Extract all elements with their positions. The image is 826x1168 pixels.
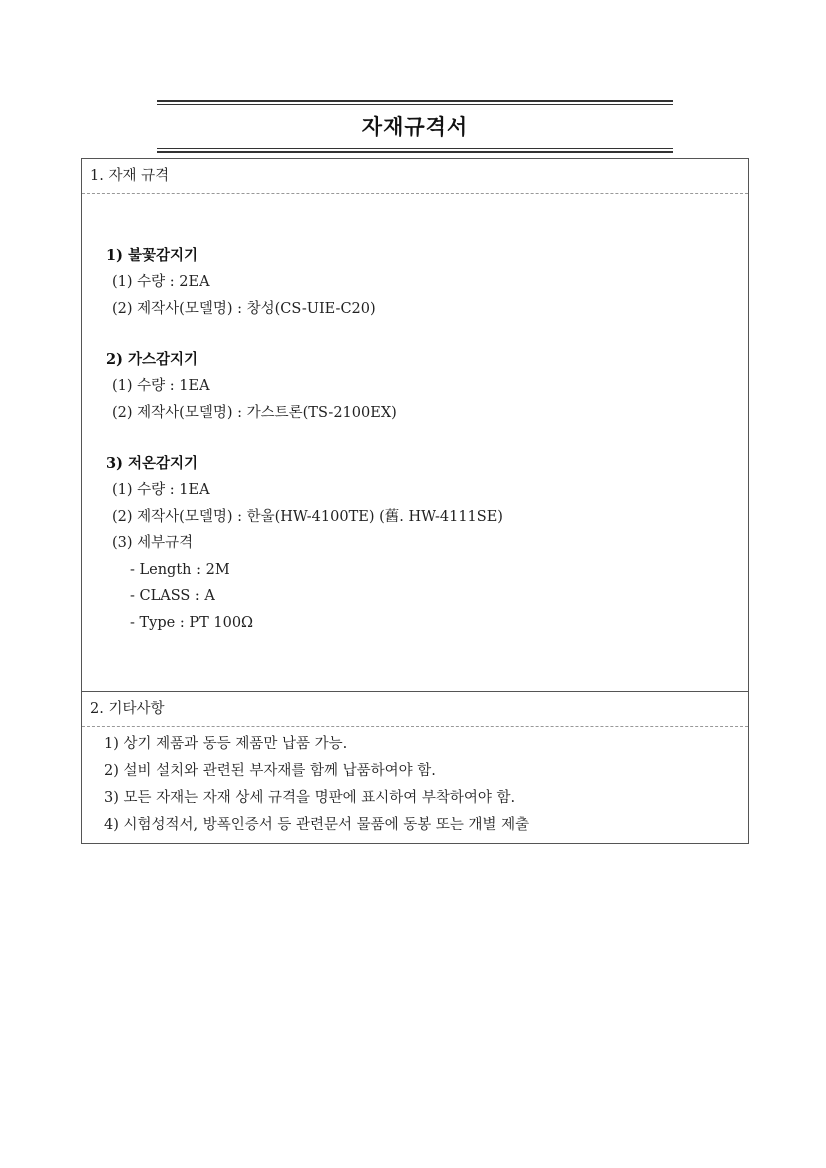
title-top-rule (157, 100, 673, 102)
spec-table (81, 158, 749, 844)
spec-group-low-temp-detector (82, 450, 748, 636)
note-item: 4) 시험성적서, 방폭인증서 등 관련문서 물품에 동봉 또는 개별 제출 (104, 817, 530, 833)
title-bottom-rule (157, 151, 673, 153)
group-title: 1) 불꽃감지기 (106, 247, 199, 264)
detail-spec-line: - CLASS : A (130, 588, 215, 604)
note-item: 2) 설비 설치와 관련된 부자재를 함께 납품하여야 함. (104, 763, 436, 779)
spec-group-flame-detector (82, 242, 748, 322)
spec-line: (1) 수량 : 1EA (112, 378, 210, 394)
document-title: 자재규격서 (361, 114, 469, 139)
note-item: 1) 상기 제품과 동등 제품만 납품 가능. (104, 736, 348, 752)
section2-body (82, 727, 748, 843)
group-title: 2) 가스감지기 (106, 351, 199, 368)
detail-spec-line: - Length : 2M (130, 561, 230, 578)
spec-line: (2) 제작사(모델명) : 가스트론(TS-2100EX) (112, 404, 397, 421)
spec-line: (3) 세부규격 (112, 535, 194, 551)
title-block (157, 100, 673, 153)
section1-header: 1. 자재 규격 (82, 159, 748, 194)
spec-line: (2) 제작사(모델명) : 한울(HW-4100TE) (舊. HW-4111SE) (112, 508, 503, 525)
title-bottom-rule-inner (157, 148, 673, 149)
group-title: 3) 저온감지기 (106, 455, 199, 472)
section2-header: 2. 기타사항 (82, 692, 748, 727)
detail-spec-line: - Type : PT 100Ω (130, 614, 254, 631)
spec-line: (1) 수량 : 2EA (112, 274, 210, 290)
spec-group-gas-detector (82, 346, 748, 426)
spec-line: (2) 제작사(모델명) : 창성(CS-UIE-C20) (112, 300, 376, 317)
spec-line: (1) 수량 : 1EA (112, 482, 210, 498)
note-item: 3) 모든 자재는 자재 상세 규격을 명판에 표시하여 부착하여야 함. (104, 790, 516, 806)
section1-body (82, 194, 748, 692)
